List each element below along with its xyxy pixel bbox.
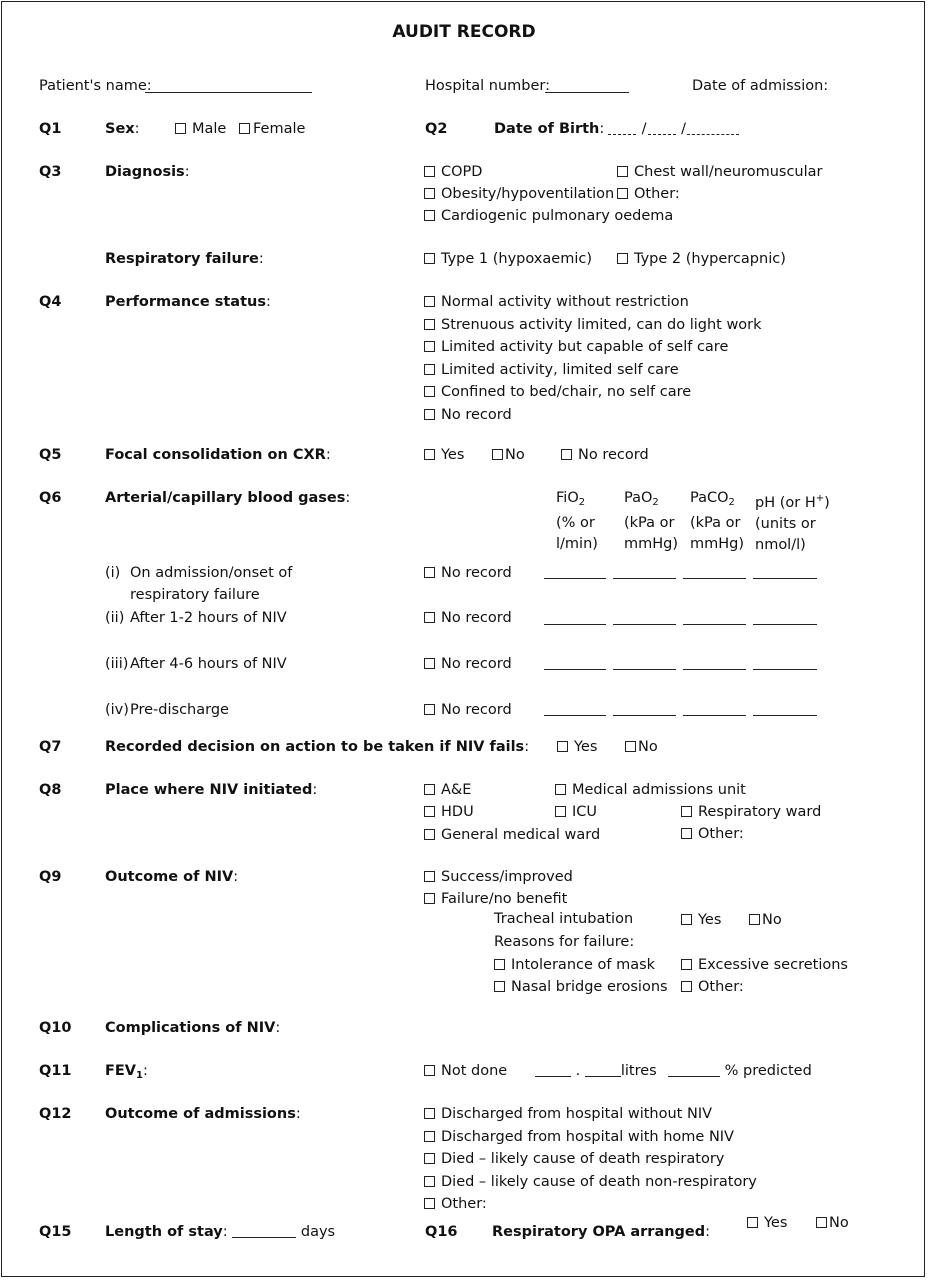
gas-field[interactable]	[683, 578, 746, 579]
q16-label: Respiratory OPA arranged	[492, 1224, 706, 1240]
option-label: Nasal bridge erosions	[511, 979, 668, 995]
q6-label-wrap: Arterial/capillary blood gases:	[105, 490, 351, 506]
fev-predicted-field[interactable]	[668, 1062, 812, 1080]
q1-number: Q1	[39, 121, 62, 137]
checkbox[interactable]	[424, 1108, 435, 1119]
gas-field[interactable]	[683, 624, 746, 625]
gas-field[interactable]	[613, 715, 676, 716]
q7-yes[interactable]	[557, 738, 597, 756]
checkbox[interactable]	[681, 828, 692, 839]
col-header: PaCO	[690, 490, 729, 506]
gas-field[interactable]	[613, 578, 676, 579]
col-unit: nmol/l)	[755, 536, 806, 553]
checkbox[interactable]	[424, 1198, 435, 1209]
cxr-yes[interactable]	[424, 446, 464, 464]
female-checkbox[interactable]	[239, 123, 250, 134]
col-pao2	[624, 488, 678, 555]
place-general-ward[interactable]	[424, 826, 600, 844]
checkbox[interactable]	[424, 871, 435, 882]
q8-label-wrap: Place where NIV initiated:	[105, 782, 318, 798]
option-label: Died – likely cause of death non-respiratory	[441, 1174, 757, 1190]
admission-date-label: Date of admission:	[692, 78, 829, 94]
checkbox[interactable]	[424, 567, 435, 578]
reason-other[interactable]	[681, 978, 744, 996]
option-label: Type 2 (hypercapnic)	[634, 251, 786, 267]
option-label: Confined to bed/chair, no self care	[441, 384, 692, 400]
place-hdu[interactable]	[424, 803, 474, 821]
cxr-no-record[interactable]	[561, 446, 649, 464]
option-label: Normal activity without restriction	[441, 294, 689, 310]
checkbox[interactable]	[747, 1217, 758, 1228]
cxr-no[interactable]	[492, 446, 525, 464]
option-label: Chest wall/neuromuscular	[634, 164, 823, 180]
admission-outcome[interactable]	[424, 1105, 712, 1123]
checkbox[interactable]	[424, 166, 435, 177]
gas-row-iv-label: Pre-discharge	[130, 702, 229, 718]
option-label: Died – likely cause of death respiratory	[441, 1151, 725, 1167]
perf-option[interactable]	[424, 338, 728, 356]
option-label: Not done	[441, 1063, 508, 1079]
gas-row-iii-label: After 4-6 hours of NIV	[130, 656, 287, 672]
q7-label: Recorded decision on action to be taken if NIV fails	[105, 739, 525, 755]
checkbox[interactable]	[749, 914, 760, 925]
intubation-no[interactable]	[749, 911, 782, 929]
gas-field[interactable]	[613, 624, 676, 625]
checkbox[interactable]	[561, 449, 572, 460]
admission-outcome[interactable]	[424, 1150, 724, 1168]
gas-field[interactable]	[544, 578, 606, 579]
gas-field[interactable]	[683, 669, 746, 670]
checkbox[interactable]	[424, 386, 435, 397]
checkbox[interactable]	[424, 364, 435, 375]
checkbox[interactable]	[557, 741, 568, 752]
checkbox[interactable]	[555, 784, 566, 795]
option-label: General medical ward	[441, 827, 601, 843]
fev-not-done[interactable]	[424, 1062, 507, 1080]
gas-field[interactable]	[544, 715, 606, 716]
intubation-label: Tracheal intubation	[494, 911, 634, 927]
place-resp-ward[interactable]	[681, 803, 821, 821]
sex-male-option[interactable]	[175, 120, 226, 138]
dob-field[interactable]: / /	[608, 120, 739, 138]
gas-row-iv-index: (iv)	[105, 702, 129, 718]
reasons-label: Reasons for failure:	[494, 934, 635, 950]
option-label: Cardiogenic pulmonary oedema	[441, 208, 674, 224]
checkbox[interactable]	[617, 166, 628, 177]
male-label: Male	[192, 121, 227, 137]
q3-label: Diagnosis	[105, 164, 185, 180]
q2-number: Q2	[425, 121, 448, 137]
q16-label-wrap: Respiratory OPA arranged:	[492, 1224, 711, 1240]
place-ae[interactable]	[424, 781, 471, 799]
q3-label-wrap: Diagnosis:	[105, 164, 190, 180]
option-label: Respiratory ward	[698, 804, 822, 820]
checkbox[interactable]	[424, 893, 435, 904]
option-label: Other:	[698, 826, 744, 842]
fev-value-field[interactable]: . litres	[535, 1062, 657, 1080]
gas-row-i-no-record[interactable]	[424, 564, 512, 582]
checkbox[interactable]	[424, 449, 435, 460]
col-unit: (units or	[755, 515, 816, 532]
gas-field[interactable]	[544, 624, 606, 625]
gas-field[interactable]	[753, 624, 817, 625]
q12-number: Q12	[39, 1106, 72, 1122]
outcome-failure[interactable]	[424, 890, 567, 908]
gas-field[interactable]	[753, 578, 817, 579]
admission-outcome[interactable]	[424, 1173, 757, 1191]
option-label: No	[505, 447, 525, 463]
option-label: Excessive secretions	[698, 957, 848, 973]
sex-female-option[interactable]	[239, 120, 305, 138]
male-checkbox[interactable]	[175, 123, 186, 134]
hospital-number-label: Hospital number:	[425, 78, 550, 94]
option-label: Limited activity, limited self care	[441, 362, 679, 378]
q10-label: Complications of NIV	[105, 1020, 276, 1036]
option-label: COPD	[441, 164, 483, 180]
col-ph	[755, 488, 830, 556]
checkbox[interactable]	[424, 210, 435, 221]
days-label: days	[300, 1224, 336, 1240]
q1-label-wrap: Sex:	[105, 121, 140, 137]
q15-number: Q15	[39, 1224, 72, 1240]
q10-label-wrap: Complications of NIV:	[105, 1020, 281, 1036]
predicted-label: % predicted	[724, 1063, 812, 1079]
checkbox[interactable]	[681, 981, 692, 992]
gas-row-iv-no-record[interactable]	[424, 701, 512, 719]
q9-number: Q9	[39, 869, 62, 885]
female-label: Female	[253, 121, 306, 137]
col-sub: 2	[652, 497, 659, 508]
option-label: Failure/no benefit	[441, 891, 568, 907]
gas-row-iii-no-record[interactable]	[424, 655, 512, 673]
checkbox[interactable]	[424, 829, 435, 840]
checkbox[interactable]	[492, 449, 503, 460]
q15-label-wrap: Length of stay: days	[105, 1224, 336, 1240]
gas-row-iii-index: (iii)	[105, 656, 129, 672]
litres-label: litres	[620, 1063, 657, 1079]
q2-label: Date of Birth	[494, 121, 600, 137]
option-label: Other:	[698, 979, 744, 995]
place-icu[interactable]	[555, 803, 597, 821]
option-label: ICU	[572, 804, 598, 820]
option-label: Yes	[574, 739, 598, 755]
checkbox[interactable]	[424, 1176, 435, 1187]
checkbox[interactable]	[424, 1065, 435, 1076]
intubation-yes[interactable]	[681, 911, 721, 929]
checkbox[interactable]	[625, 741, 636, 752]
option-label: No	[762, 912, 782, 928]
place-other[interactable]	[681, 825, 744, 843]
q12-label: Outcome of admissions	[105, 1106, 296, 1122]
checkbox[interactable]	[494, 981, 505, 992]
q12-label-wrap: Outcome of admissions:	[105, 1106, 301, 1122]
col-fio2	[556, 488, 598, 555]
col-header-close: )	[824, 494, 830, 511]
diagnosis-chest-wall[interactable]	[617, 163, 823, 181]
checkbox[interactable]	[424, 784, 435, 795]
gas-row-i-label2: respiratory failure	[130, 587, 260, 603]
resp-type2[interactable]	[617, 250, 786, 268]
col-sub: 2	[728, 497, 735, 508]
checkbox[interactable]	[816, 1217, 827, 1228]
q11-number: Q11	[39, 1063, 72, 1079]
gas-field[interactable]	[683, 715, 746, 716]
col-unit: (kPa or	[690, 515, 741, 531]
diagnosis-copd[interactable]	[424, 163, 482, 181]
checkbox[interactable]	[424, 806, 435, 817]
option-label: A&E	[441, 782, 472, 798]
admission-outcome[interactable]	[424, 1128, 734, 1146]
checkbox[interactable]	[424, 296, 435, 307]
gas-row-ii-no-record[interactable]	[424, 609, 512, 627]
q9-label: Outcome of NIV	[105, 869, 234, 885]
los-field[interactable]	[232, 1223, 296, 1238]
checkbox[interactable]	[681, 959, 692, 970]
option-label: No record	[441, 702, 512, 718]
q9-label-wrap: Outcome of NIV:	[105, 869, 239, 885]
opa-yes[interactable]	[747, 1214, 787, 1232]
q6-label: Arterial/capillary blood gases	[105, 490, 346, 506]
checkbox[interactable]	[424, 341, 435, 352]
q10-number: Q10	[39, 1020, 72, 1036]
option-label: No record	[441, 407, 512, 423]
option-label: No record	[441, 656, 512, 672]
gas-row-ii-label: After 1-2 hours of NIV	[130, 610, 287, 626]
q11-sub: 1	[136, 1070, 144, 1081]
patient-name-label: Patient's name:	[39, 78, 152, 94]
q8-number: Q8	[39, 782, 62, 798]
q7-no[interactable]	[625, 738, 658, 756]
option-label: Other:	[634, 186, 680, 202]
option-label: Discharged from hospital without NIV	[441, 1106, 713, 1122]
gas-row-i-index: (i)	[105, 565, 121, 581]
perf-option[interactable]	[424, 361, 679, 379]
col-paco2	[690, 488, 744, 555]
diagnosis-other[interactable]	[617, 185, 680, 203]
col-unit: mmHg)	[624, 536, 679, 552]
opa-no[interactable]	[816, 1214, 849, 1232]
option-label: Yes	[698, 912, 722, 928]
option-label: Yes	[764, 1215, 788, 1231]
col-header: FiO	[556, 490, 579, 506]
col-sub: 2	[578, 497, 586, 508]
place-mau[interactable]	[555, 781, 746, 799]
checkbox[interactable]	[424, 319, 435, 330]
option-label: Other:	[441, 1196, 487, 1212]
q7-label-wrap: Recorded decision on action to be taken if NIV fails:	[105, 739, 530, 755]
q5-number: Q5	[39, 447, 62, 463]
q4-label: Performance status	[105, 294, 266, 310]
checkbox[interactable]	[424, 253, 435, 264]
option-label: No	[829, 1215, 849, 1231]
col-sup: +	[815, 493, 825, 504]
checkbox[interactable]	[424, 1131, 435, 1142]
checkbox[interactable]	[681, 914, 692, 925]
hospital-number-field[interactable]	[545, 92, 629, 93]
q2-label-wrap: Date of Birth:	[494, 121, 605, 137]
option-label: Intolerance of mask	[511, 957, 656, 973]
perf-option[interactable]	[424, 406, 512, 424]
q6-number: Q6	[39, 490, 62, 506]
q7-number: Q7	[39, 739, 62, 755]
gas-row-i-label: On admission/onset of	[130, 565, 293, 581]
checkbox[interactable]	[424, 188, 435, 199]
outcome-success[interactable]	[424, 868, 573, 886]
option-label: Yes	[441, 447, 465, 463]
resp-failure-label: Respiratory failure	[105, 251, 259, 267]
option-label: No record	[578, 447, 649, 463]
option-label: No	[638, 739, 658, 755]
patient-name-field[interactable]	[145, 92, 312, 93]
checkbox[interactable]	[494, 959, 505, 970]
option-label: No record	[441, 610, 512, 626]
col-unit: l/min)	[556, 536, 598, 552]
q5-label-wrap: Focal consolidation on CXR:	[105, 447, 331, 463]
option-label: Medical admissions unit	[572, 782, 746, 798]
checkbox[interactable]	[617, 253, 628, 264]
option-label: No record	[441, 565, 512, 581]
option-label: Type 1 (hypoxaemic)	[441, 251, 592, 267]
perf-option[interactable]	[424, 383, 691, 401]
resp-type1[interactable]	[424, 250, 592, 268]
gas-field[interactable]	[753, 715, 817, 716]
gas-row-ii-index: (ii)	[105, 610, 125, 626]
q3-number: Q3	[39, 164, 62, 180]
reason-nasal[interactable]	[494, 978, 668, 996]
admission-outcome[interactable]	[424, 1195, 487, 1213]
option-label: HDU	[441, 804, 474, 820]
gas-field[interactable]	[753, 669, 817, 670]
col-header: pH (or H	[755, 494, 816, 511]
checkbox[interactable]	[424, 1153, 435, 1164]
option-label: Success/improved	[441, 869, 573, 885]
q4-label-wrap: Performance status:	[105, 294, 271, 310]
option-label: Obesity/hypoventilation	[441, 186, 615, 202]
option-label: Limited activity but capable of self care	[441, 339, 729, 355]
reason-secretions[interactable]	[681, 956, 848, 974]
gas-field[interactable]	[613, 669, 676, 670]
checkbox[interactable]	[424, 658, 435, 669]
col-unit: (% or	[556, 515, 595, 531]
col-header: PaO	[624, 490, 653, 506]
gas-field[interactable]	[544, 669, 606, 670]
resp-failure-label-wrap: Respiratory failure:	[105, 251, 264, 267]
checkbox[interactable]	[681, 806, 692, 817]
q11-label-wrap: $FEV_1$:	[105, 1063, 148, 1081]
checkbox[interactable]	[424, 612, 435, 623]
q15-label: Length of stay	[105, 1224, 223, 1240]
form-title: AUDIT RECORD	[392, 22, 536, 42]
diagnosis-obesity[interactable]	[424, 185, 614, 203]
perf-option[interactable]	[424, 316, 762, 334]
checkbox[interactable]	[424, 704, 435, 715]
checkbox[interactable]	[617, 188, 628, 199]
checkbox[interactable]	[555, 806, 566, 817]
option-label: Discharged from hospital with home NIV	[441, 1129, 734, 1145]
checkbox[interactable]	[424, 409, 435, 420]
perf-option[interactable]	[424, 293, 689, 311]
col-unit: (kPa or	[624, 515, 675, 531]
q16-number: Q16	[425, 1224, 458, 1240]
option-label: Strenuous activity limited, can do light work	[441, 317, 762, 333]
q11-label: FEV	[105, 1063, 137, 1079]
q4-number: Q4	[39, 294, 62, 310]
q1-label: Sex	[105, 121, 135, 137]
reason-mask[interactable]	[494, 956, 655, 974]
q5-label: Focal consolidation on CXR	[105, 447, 326, 463]
q8-label: Place where NIV initiated	[105, 782, 313, 798]
diagnosis-cardiogenic[interactable]	[424, 207, 673, 225]
col-unit: mmHg)	[690, 536, 745, 552]
